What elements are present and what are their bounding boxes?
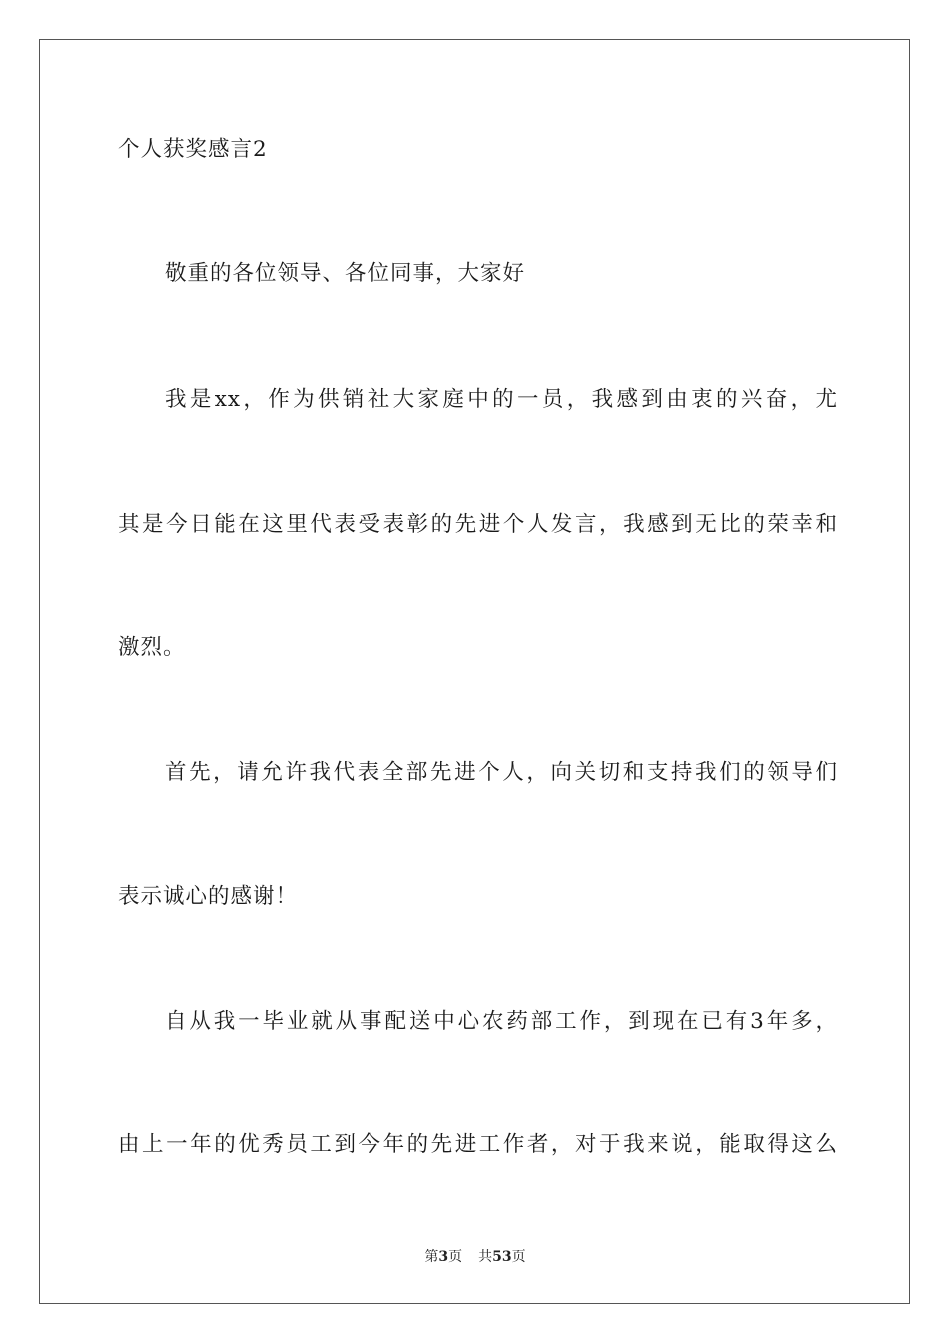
paragraph-line: 敬重的各位领导、各位同事，大家好	[165, 261, 526, 286]
paragraph-line: 由上一年的优秀员工到今年的先进工作者，对于我来说，能取得这么	[118, 1132, 838, 1157]
paragraph-line: 自从我一毕业就从事配送中心农药部工作，到现在已有3年多，	[165, 1009, 838, 1034]
total-pages: 53	[492, 1249, 512, 1265]
paragraph-line: 首先，请允许我代表全部先进个人，向关切和支持我们的领导们	[165, 760, 838, 785]
paragraph-line: 我是xx，作为供销社大家庭中的一员，我感到由衷的兴奋，尤	[165, 387, 838, 412]
paragraph-line: 其是今日能在这里代表受表彰的先进个人发言，我感到无比的荣幸和	[118, 512, 838, 537]
page-number: 3	[438, 1249, 449, 1265]
total-suffix: 页	[511, 1249, 526, 1265]
document-title: 个人获奖感言2	[118, 137, 268, 162]
total-prefix: 共	[478, 1249, 493, 1265]
paragraph-line: 激烈。	[118, 635, 186, 660]
page-border	[39, 39, 910, 1304]
page-footer	[0, 1248, 950, 1266]
page-prefix: 第	[424, 1249, 439, 1265]
page-suffix: 页	[448, 1249, 463, 1265]
paragraph-line: 表示诚心的感谢！	[118, 884, 299, 909]
